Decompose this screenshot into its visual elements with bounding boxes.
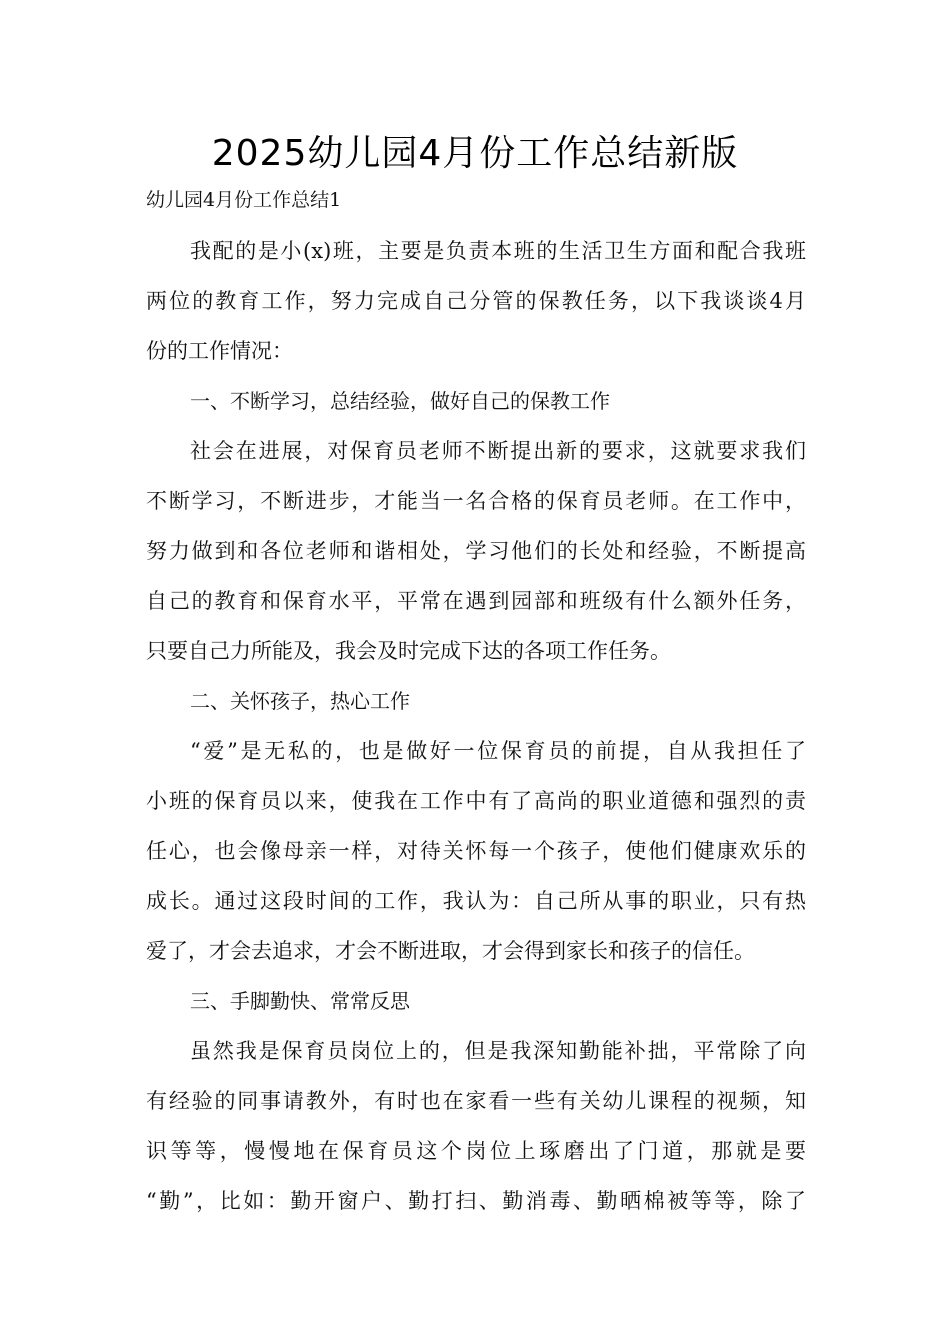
paragraph-line: 虽然我是保育员岗位上的，但是我深知勤能补拙，平常除了向 [190,1039,806,1063]
paragraph-line: 识等等，慢慢地在保育员这个岗位上琢磨出了门道，那就是要 [146,1139,806,1163]
paragraph-line: 成长。通过这段时间的工作，我认为：自己所从事的职业，只有热 [146,889,806,913]
paragraph-line: 努力做到和各位老师和谐相处，学习他们的长处和经验，不断提高 [146,539,806,563]
document-subtitle: 幼儿园4月份工作总结1 [146,189,342,211]
section-heading: 三、手脚勤快、常常反思 [190,989,410,1013]
paragraph-line: 任心，也会像母亲一样，对待关怀每一个孩子，使他们健康欢乐的 [146,839,806,863]
paragraph-line: 自己的教育和保育水平，平常在遇到园部和班级有什么额外任务， [146,589,806,613]
paragraph-line: 小班的保育员以来，使我在工作中有了高尚的职业道德和强烈的责 [146,789,806,813]
document-title: 2025幼儿园4月份工作总结新版 [211,133,739,174]
paragraph-line: 我配的是小(x)班，主要是负责本班的生活卫生方面和配合我班 [190,239,806,263]
paragraph-line: 只要自己力所能及，我会及时完成下达的各项工作任务。 [146,639,671,663]
paragraph-line: 两位的教育工作，努力完成自己分管的保教任务，以下我谈谈4月 [146,289,806,313]
paragraph-line: 份的工作情况： [146,339,293,363]
paragraph-line: 不断学习，不断进步，才能当一名合格的保育员老师。在工作中， [146,489,806,513]
section-heading: 二、关怀孩子，热心工作 [190,689,410,713]
paragraph-line: “勤”，比如：勤开窗户、勤打扫、勤消毒、勤晒棉被等等，除了 [146,1189,806,1213]
paragraph-line: 爱了，才会去追求，才会不断进取，才会得到家长和孩子的信任。 [146,939,755,963]
section-heading: 一、不断学习，总结经验，做好自己的保教工作 [190,389,610,413]
paragraph-line: 有经验的同事请教外，有时也在家看一些有关幼儿课程的视频，知 [146,1089,806,1113]
paragraph-line: 社会在进展，对保育员老师不断提出新的要求，这就要求我们 [190,439,806,463]
paragraph-line: “爱”是无私的，也是做好一位保育员的前提，自从我担任了 [190,739,806,763]
